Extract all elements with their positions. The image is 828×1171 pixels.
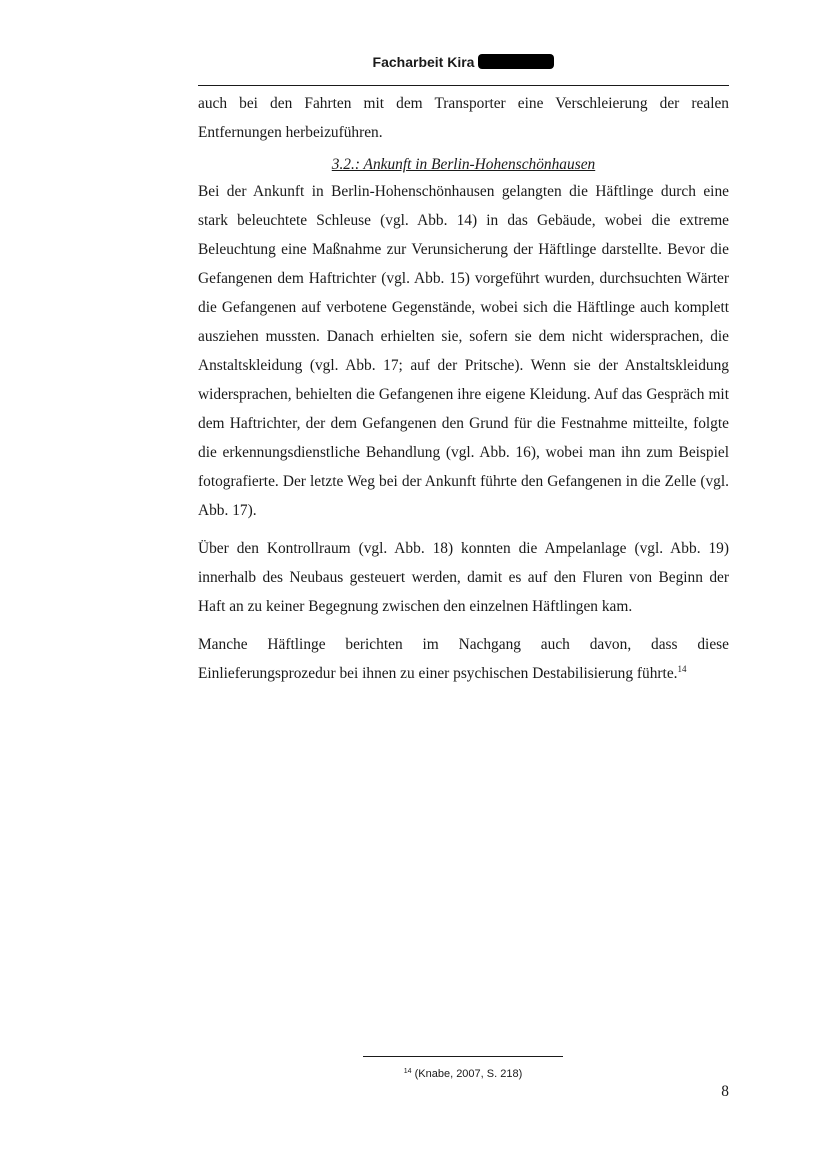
paragraph-control-room: Über den Kontrollraum (vgl. Abb. 18) konnten die Ampelanlage (vgl. Abb. 19) innerhalb des Neubaus gesteuert werden, damit es auf den Fluren von Beginn der Haft an zu keiner Begegnung zwischen den einzelnen Häftlingen kam. [198, 540, 729, 615]
header-title: Facharbeit Kira [372, 54, 475, 70]
footnote-number: 14 [403, 1068, 412, 1075]
page-number: 8 [721, 1083, 729, 1100]
footnote-reference[interactable]: 14 [677, 664, 687, 674]
section-heading: 3.2.: Ankunft in Berlin-Hohenschönhausen [331, 156, 596, 173]
redacted-name-block [478, 54, 554, 69]
footnote-separator [363, 1056, 563, 1057]
paragraph-arrival: Bei der Ankunft in Berlin-Hohenschönhausen gelangten die Häftlinge durch eine stark beleuchtete Schleuse (vgl. Abb. 14) in das Gebäude, wobei die extreme Beleuchtung eine Maßnahme zur Verunsicherung der Häftlinge darstellte. Bevor die Gefangenen dem Haftrichter (vgl. Abb. 15) vorgeführt wurden, durchsuchten Wärter die Gefangenen auf verbotene Gegenstände, wobei sich die Häftlinge auch komplett ausziehen mussten. Danach erhielten sie, sofern sie dem nicht widersprachen, die Anstaltskleidung (vgl. Abb. 17; auf der Pritsche). Wenn sie der Anstaltskleidung widersprachen, behielten die Gefangenen ihre eigene Kleidung. Auf das Gespräch mit dem Haftrichter, der dem Gefangenen den Grund für die Festnahme mitteilte, folgte die erkennungsdienstliche Behandlung (vgl. Abb. 16), wobei man ihn zum Beispiel fotografierte. Der letzte Weg bei der Ankunft führte den Gefangenen in die Zelle (vgl. Abb. 17). [198, 183, 729, 519]
paragraph-destabilization-text: Manche Häftlinge berichten im Nachgang auch davon, dass diese Einlieferungsprozedur bei ihnen zu einer psychischen Destabilisierung führte. [198, 636, 729, 682]
page-body [198, 89, 729, 688]
page-header [198, 52, 729, 72]
footnote-text: (Knabe, 2007, S. 218) [414, 1068, 523, 1080]
footnote [363, 1066, 563, 1082]
intro-paragraph: auch bei den Fahrten mit dem Transporter eine Verschleierung der realen Entfernungen herbeizuführen. [198, 95, 729, 141]
header-rule [198, 85, 729, 86]
paragraph-destabilization [198, 630, 729, 688]
